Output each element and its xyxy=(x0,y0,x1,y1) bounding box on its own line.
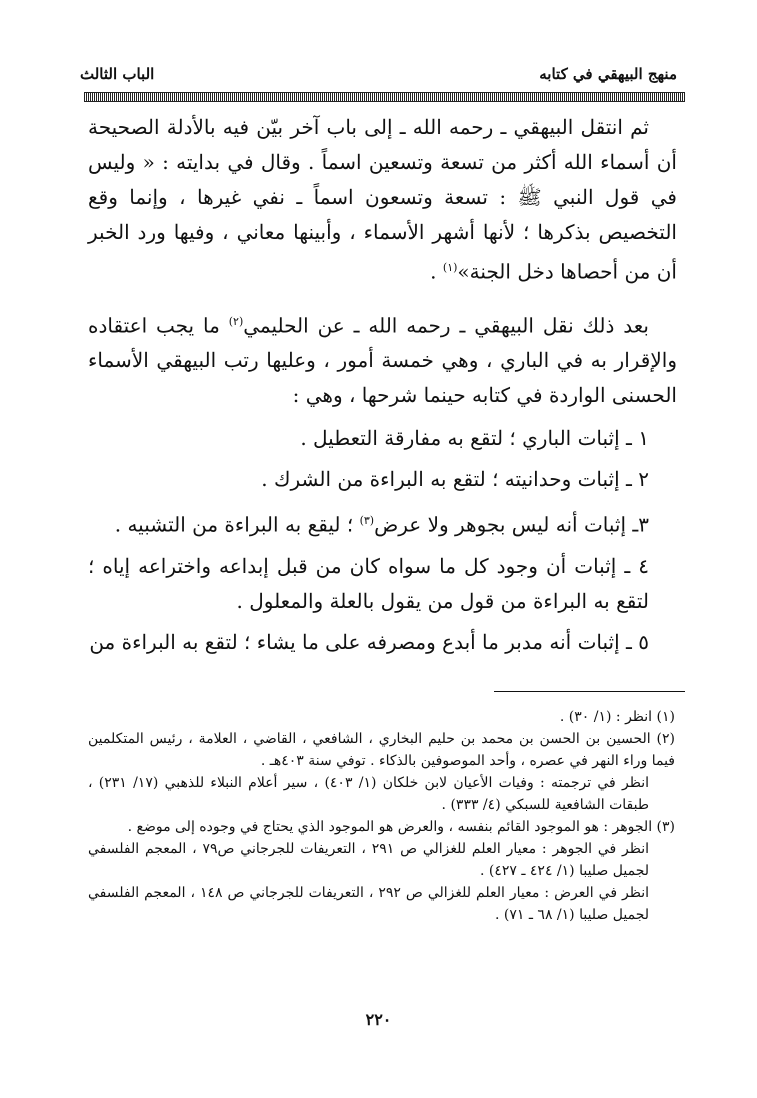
footnote-ref-1: (١) xyxy=(442,261,458,274)
list-item-3-start: ٣ـ إثبات أنه ليس بجوهر ولا عرض xyxy=(374,512,649,537)
principles-list xyxy=(88,421,677,660)
list-item: ٤ ـ إثبات أن وجود كل ما سواه كان من قبل إبداعه واختراعه إياه ؛ لتقع به البراءة من قول من يقول بالعلة والمعلول . xyxy=(88,553,649,613)
header-book-title: منهج البيهقي في كتابه xyxy=(539,65,677,83)
list-item-3-end: ؛ ليقع به البراءة من التشبيه . xyxy=(114,512,360,537)
page-number: ٢٢٠ xyxy=(365,1010,392,1029)
footnote-3: (٣) الجوهر : هو الموجود القائم بنفسه ، والعرض هو الموجود الذي يحتاج في وجوده إلى موضع . xyxy=(127,819,675,835)
running-header xyxy=(80,55,677,93)
footnote-3-sources-arad: انظر في العرض : معيار العلم للغزالي ص ٢٩٢ ، التعريفات للجرجاني ص ١٤٨ ، المعجم الفلسفي لجميل صليبا (١/ ٦٨ ـ ٧١) . xyxy=(88,885,650,923)
footnote-2: (٢) الحسين بن الحسن بن محمد بن حليم البخاري ، الشافعي ، القاضي ، العلامة ، رئيس المتكلمين فيما وراء النهر في عصره ، وأحد الموصوفين بالذكاء . توفي سنة ٤٠٣هـ . xyxy=(88,731,675,769)
header-chapter-title: الباب الثالث xyxy=(80,65,155,83)
paragraph-2 xyxy=(88,304,677,414)
paragraph-1-text: ثم انتقل البيهقي ـ رحمه الله ـ إلى باب آخر بيّن فيه بالأدلة الصحيحة أن أسماء الله أكثر من تسعة وتسعين اسماً . وقال في بدايته : « وليس في قول النبي ﷺ : تسعة وتسعون اسماً ـ نفي غيرها ، وإنما وقع التخصيص بذكرها ؛ لأنها أشهر الأسماء ، وأبينها معاني ، وفيها ورد الخبر أن من أحصاها دخل الجنة» xyxy=(88,115,677,284)
footnotes xyxy=(88,706,675,926)
footnote-ref-2: (٢) xyxy=(228,314,244,328)
paragraph-1 xyxy=(88,110,677,290)
footnote-1: (١) انظر : (١/ ٣٠) . xyxy=(559,709,675,725)
paragraph-1-end: . xyxy=(430,259,443,284)
header-rule xyxy=(84,92,685,102)
main-text xyxy=(88,110,677,666)
footnote-2-sources: انظر في ترجمته : وفيات الأعيان لابن خلكان (١/ ٤٠٣) ، سير أعلام النبلاء للذهبي (١٧/ ٢٣١) ، طبقات الشافعية للسبكي (٤/ ٣٣٣) . xyxy=(88,775,649,813)
list-item: ٢ ـ إثبات وحدانيته ؛ لتقع به البراءة من الشرك . xyxy=(261,467,649,492)
list-item xyxy=(88,503,677,543)
list-item: ١ ـ إثبات الباري ؛ لتقع به مفارقة التعطيل . xyxy=(300,426,649,451)
footnote-ref-3: (٣) xyxy=(359,514,375,528)
list-item: ٥ ـ إثبات أنه مدبر ما أبدع ومصرفه على ما يشاء ؛ لتقع به البراءة من xyxy=(89,629,649,654)
paragraph-2-start: بعد ذلك نقل البيهقي ـ رحمه الله ـ عن الحليمي xyxy=(243,313,649,338)
footnote-separator xyxy=(494,691,685,692)
footnote-3-sources-jawhar: انظر في الجوهر : معيار العلم للغزالي ص ٢٩١ ، التعريفات للجرجاني ص٧٩ ، المعجم الفلسفي لجميل صليبا (١/ ٤٢٤ ـ ٤٢٧) . xyxy=(88,841,649,879)
paragraph-2-rest: ما يجب اعتقاده والإقرار به في الباري ، وهي خمسة أمور ، وعليها رتب البيهقي الأسماء الحسنى الواردة في كتابه حينما شرحها ، وهي : xyxy=(88,313,677,408)
